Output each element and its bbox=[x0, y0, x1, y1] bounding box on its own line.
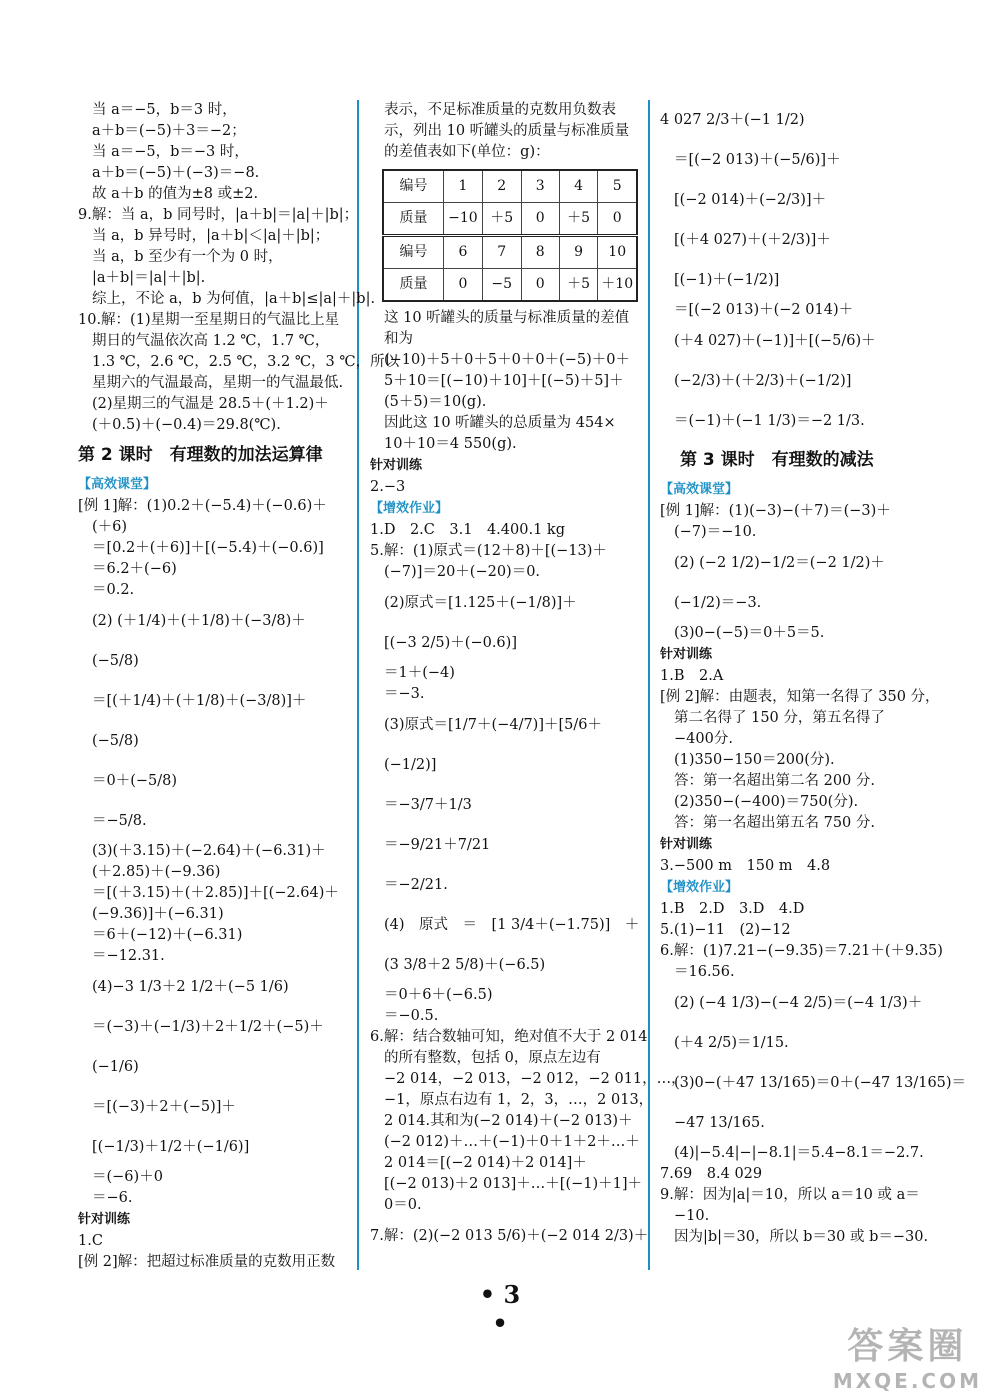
solution-line: (−7)]＝20＋(−20)＝0. bbox=[384, 564, 541, 580]
solution-line: 6.解：结合数轴可知，绝对值不大于 2 014 bbox=[370, 1029, 648, 1045]
solution-line: −2 014，−2 013，−2 012，−2 011，…， bbox=[384, 1071, 686, 1087]
solution-line: [(−2 013)＋2 013]＋…＋[(−1)＋1]＋ bbox=[384, 1176, 643, 1192]
solution-line: (2)原式＝[1.125＋(−1/8)]＋ bbox=[384, 595, 577, 611]
answer-line: 3.−500 m 150 m 4.8 bbox=[660, 858, 831, 874]
table-cell: 0 bbox=[444, 269, 483, 302]
solution-line: (−7)＝−10. bbox=[674, 524, 757, 540]
solution-line: (＋6) bbox=[92, 519, 128, 535]
text-line: 当 a，b 至少有一个为 0 时， bbox=[92, 249, 283, 265]
solution-line: ＝−0.5. bbox=[384, 1008, 439, 1024]
text-line: 这 10 听罐头的质量与标准质量的差值 bbox=[384, 310, 630, 326]
solution-line: 4 027 2/3＋(−1 1/2) bbox=[660, 112, 805, 128]
solution-line: 2 014＝[(−2 014)＋2 014]＋ bbox=[384, 1155, 587, 1171]
solution-line: ＝0＋(−5/8) bbox=[92, 773, 178, 789]
answer-line: 1.B 2.A bbox=[660, 668, 724, 684]
text-line: (2)星期三的气温是 28.5＋(＋1.2)＋ bbox=[92, 396, 329, 412]
table-cell: 7 bbox=[482, 236, 521, 269]
table-cell: 2 bbox=[482, 170, 521, 203]
text-line: 期日的气温依次高 1.2 ℃，1.7 ℃， bbox=[92, 333, 330, 349]
solution-line: 答：第一名超出第二名 200 分. bbox=[674, 773, 876, 789]
solution-line: (−9.36)]＋(−6.31) bbox=[92, 906, 224, 922]
solution-line: ＝(−1)＋(−1 1/3)＝−2 1/3. bbox=[674, 413, 865, 429]
table-cell: 8 bbox=[521, 236, 559, 269]
table-cell: ＋5 bbox=[482, 203, 521, 236]
solution-line: (＋4 027)＋(−1)]＋[(−5/6)＋ bbox=[674, 333, 876, 349]
text-line: 5＋10＝[(−10)＋10]＋[(−5)＋5]＋ bbox=[384, 373, 624, 389]
solution-line: (−1/2)] bbox=[384, 757, 437, 773]
solution-line: −400分. bbox=[674, 731, 733, 747]
solution-line: (−2/3)＋(＋2/3)＋(−1/2)] bbox=[674, 373, 852, 389]
solution-line: 因为|b|＝30，所以 b＝30 或 b＝−30. bbox=[674, 1229, 929, 1245]
answer-line: 7.69 8.4 029 bbox=[660, 1166, 763, 1182]
solution-line: ＝6＋(−12)＋(−6.31) bbox=[92, 927, 243, 943]
text-line: 的差值表如下(单位：g)： bbox=[384, 144, 550, 160]
solution-line: ＝−3. bbox=[384, 686, 425, 702]
solution-line: ＝[0.2＋(＋6)]＋[(−5.4)＋(−0.6)] bbox=[92, 540, 324, 556]
solution-line: [例 1]解：(1)(−3)−(＋7)＝(−3)＋ bbox=[660, 503, 891, 519]
lesson-title: 第 3 课时 有理数的减法 bbox=[680, 450, 874, 470]
solution-line: ＝0.2. bbox=[92, 582, 135, 598]
solution-line: 6.解：(1)7.21−(−9.35)＝7.21＋(＋9.35) bbox=[660, 943, 943, 959]
text-line: (5＋5)＝10(g). bbox=[384, 394, 487, 410]
solution-line: [(＋4 027)＋(＋2/3)]＋ bbox=[674, 232, 831, 248]
solution-line: ＝−9/21＋7/21 bbox=[384, 837, 491, 853]
table-cell: ＋5 bbox=[559, 203, 598, 236]
solution-line: −1，原点右边有 1，2，3，…，2 013， bbox=[384, 1092, 654, 1108]
solution-line: [例 1]解：(1)0.2＋(−5.4)＋(−0.6)＋ bbox=[78, 498, 327, 514]
answer-line: 1.D 2.C 3.1 4.400.1 kg bbox=[370, 522, 565, 538]
solution-line: ＝6.2＋(−6) bbox=[92, 561, 177, 577]
answer-line: 1.B 2.D 3.D 4.D bbox=[660, 901, 805, 917]
solution-line: [(−1)＋(−1/2)] bbox=[674, 272, 780, 288]
table-cell: −10 bbox=[444, 203, 483, 236]
solution-line: (2) (−2 1/2)−1/2＝(−2 1/2)＋ bbox=[674, 555, 885, 571]
section-heading: 【增效作业】 bbox=[370, 501, 449, 516]
solution-line: 的所有整数，包括 0，原点左边有 bbox=[384, 1050, 601, 1066]
solution-line: ＝16.56. bbox=[674, 964, 735, 980]
text-line: 10＋10＝4 550(g). bbox=[384, 436, 517, 452]
table-cell: 4 bbox=[559, 170, 598, 203]
lesson-title: 第 2 课时 有理数的加法运算律 bbox=[78, 445, 323, 465]
solution-line: (−5/8) bbox=[92, 653, 139, 669]
section-heading: 【增效作业】 bbox=[660, 880, 739, 895]
solution-line: (1)350−150＝200(分). bbox=[674, 752, 835, 768]
answer-line: 5.(1)−11 (2)−12 bbox=[660, 922, 791, 938]
column-divider-left bbox=[357, 100, 359, 1270]
solution-line: (3)(＋3.15)＋(−2.64)＋(−6.31)＋ bbox=[92, 843, 326, 859]
solution-line: (4) 原式 ＝ [1 3/4＋(−1.75)] ＋ bbox=[384, 917, 640, 933]
solution-line: −47 13/165. bbox=[674, 1115, 765, 1131]
answer-line: 1.C bbox=[78, 1233, 103, 1249]
solution-line: (2) (−4 1/3)−(−4 2/5)＝(−4 1/3)＋ bbox=[674, 995, 923, 1011]
solution-line: (3)0−(＋47 13/165)＝0＋(−47 13/165)＝ bbox=[674, 1075, 967, 1091]
table-cell: 0 bbox=[598, 203, 637, 236]
text-line: 因此这 10 听罐头的总质量为 454× bbox=[384, 415, 616, 431]
text-line: (−10)＋5＋0＋5＋0＋0＋(−5)＋0＋ bbox=[384, 352, 630, 368]
training-heading: 针对训练 bbox=[660, 837, 713, 852]
solution-line: −10. bbox=[674, 1208, 710, 1224]
table-header-cell: 质量 bbox=[383, 269, 444, 302]
text-line: (＋0.5)＋(−0.4)＝29.8(℃). bbox=[92, 417, 281, 433]
column-middle bbox=[370, 100, 686, 1256]
solution-line: ＝0＋6＋(−6.5) bbox=[384, 987, 493, 1003]
solution-line: (4)|−5.4|−|−8.1|＝5.4−8.1＝−2.7. bbox=[674, 1145, 924, 1161]
solution-line: ＝(−3)＋(−1/3)＋2＋1/2＋(−5)＋ bbox=[92, 1019, 324, 1035]
page-number: • 3 • bbox=[479, 1280, 521, 1338]
solution-line: (2) (＋1/4)＋(＋1/8)＋(−3/8)＋ bbox=[92, 613, 306, 629]
solution-line: 7.解：(2)(−2 013 5/6)＋(−2 014 2/3)＋ bbox=[370, 1228, 649, 1244]
solution-line: ＝[(−3)＋2＋(−5)]＋ bbox=[92, 1099, 236, 1115]
solution-line: ＝1＋(−4) bbox=[384, 665, 455, 681]
solution-line: (3)原式＝[1/7＋(−4/7)]＋[5/6＋ bbox=[384, 717, 602, 733]
solution-line: (2)350−(−400)＝750(分). bbox=[674, 794, 859, 810]
text-line: 示，列出 10 听罐头的质量与标准质量 bbox=[384, 123, 630, 139]
solution-line: (−1/2)＝−3. bbox=[674, 595, 762, 611]
table-cell: ＋5 bbox=[559, 269, 598, 302]
solution-line: 5.解：(1)原式＝(12＋8)＋[(−13)＋ bbox=[370, 543, 607, 559]
text-line: 10.解：(1)星期一至星期日的气温比上星 bbox=[78, 312, 340, 328]
solution-line: [例 2]解：把超过标准质量的克数用正数 bbox=[78, 1254, 336, 1270]
column-right bbox=[660, 100, 967, 1248]
solution-line: [例 2]解：由题表，知第一名得了 350 分， bbox=[660, 689, 940, 705]
text-line: 当 a＝−5，b＝−3 时， bbox=[92, 144, 249, 160]
table-cell: 6 bbox=[444, 236, 483, 269]
table-header-cell: 编号 bbox=[383, 170, 444, 203]
solution-line: ＝[(−2 013)＋(−2 014)＋ bbox=[674, 302, 854, 318]
solution-line: 答：第一名超出第五名 750 分. bbox=[674, 815, 876, 831]
table-cell: 10 bbox=[598, 236, 637, 269]
answer-line: 2.−3 bbox=[370, 479, 406, 495]
solution-line: 第二名得了 150 分，第五名得了 bbox=[674, 710, 885, 726]
table-row bbox=[383, 269, 637, 302]
table-cell: −5 bbox=[482, 269, 521, 302]
watermark-text: 答案圈 bbox=[847, 1326, 968, 1367]
solution-line: (−5/8) bbox=[92, 733, 139, 749]
text-line: 1.3 ℃，2.6 ℃，2.5 ℃，3.2 ℃，3 ℃，所以 bbox=[92, 354, 400, 370]
text-line: 9.解：当 a，b 同号时，|a＋b|＝|a|＋|b|； bbox=[78, 207, 359, 223]
solution-line: (＋4 2/5)＝1/15. bbox=[674, 1035, 789, 1051]
text-line: 星期六的气温最高，星期一的气温最低. bbox=[92, 375, 344, 391]
table-row bbox=[383, 203, 637, 236]
table-row bbox=[383, 236, 637, 269]
section-heading: 【高效课堂】 bbox=[78, 477, 157, 492]
text-line: 综上，不论 a，b 为何值，|a＋b|≤|a|＋|b|. bbox=[92, 291, 376, 307]
solution-line: ＝−12.31. bbox=[92, 948, 165, 964]
solution-line: ＝−3/7＋1/3 bbox=[384, 797, 472, 813]
table-cell: 3 bbox=[521, 170, 559, 203]
table-cell: 0 bbox=[521, 269, 559, 302]
solution-line: (3)0−(−5)＝0＋5＝5. bbox=[674, 625, 825, 641]
solution-line: ＝[(＋1/4)＋(＋1/8)＋(−3/8)]＋ bbox=[92, 693, 307, 709]
training-heading: 针对训练 bbox=[370, 458, 423, 473]
solution-line: ＝−2/21. bbox=[384, 877, 448, 893]
solution-line: ＝[(−2 013)＋(−5/6)]＋ bbox=[674, 152, 841, 168]
solution-line: 0＝0. bbox=[384, 1197, 422, 1213]
solution-line: (＋2.85)＋(−9.36) bbox=[92, 864, 221, 880]
solution-line: [(−3 2/5)＋(−0.6)] bbox=[384, 635, 517, 651]
table-row bbox=[383, 170, 637, 203]
table-cell: 5 bbox=[598, 170, 637, 203]
solution-line: (−1/6) bbox=[92, 1059, 139, 1075]
section-heading: 【高效课堂】 bbox=[660, 482, 739, 497]
table-cell: 9 bbox=[559, 236, 598, 269]
solution-line: ＝−6. bbox=[92, 1190, 133, 1206]
solution-line: 2 014.其和为(−2 014)＋(−2 013)＋ bbox=[384, 1113, 633, 1129]
solution-line: ＝(−6)＋0 bbox=[92, 1169, 163, 1185]
table-cell: ＋10 bbox=[598, 269, 637, 302]
mass-difference-table bbox=[382, 169, 638, 302]
solution-line: [(−2 014)＋(−2/3)]＋ bbox=[674, 192, 827, 208]
solution-line: (4)−3 1/3＋2 1/2＋(−5 1/6) bbox=[92, 979, 289, 995]
table-header-cell: 质量 bbox=[383, 203, 444, 236]
watermark-url: MXQE.COM bbox=[832, 1369, 982, 1393]
table-header-cell: 编号 bbox=[383, 236, 444, 269]
solution-line: [(−1/3)＋1/2＋(−1/6)] bbox=[92, 1139, 250, 1155]
solution-line: ＝−5/8. bbox=[92, 813, 147, 829]
text-line: a＋b＝(−5)＋3＝−2； bbox=[92, 123, 246, 139]
text-line: 当 a，b 异号时，|a＋b|＜|a|＋|b|； bbox=[92, 228, 330, 244]
text-line: |a＋b|＝|a|＋|b|. bbox=[92, 270, 206, 286]
table-cell: 0 bbox=[521, 203, 559, 236]
text-line: a＋b＝(−5)＋(−3)＝−8. bbox=[92, 165, 260, 181]
solution-line: (−2 012)＋…＋(−1)＋0＋1＋2＋…＋ bbox=[384, 1134, 640, 1150]
training-heading: 针对训练 bbox=[78, 1212, 131, 1227]
table-cell: 1 bbox=[444, 170, 483, 203]
solution-line: (3 3/8＋2 5/8)＋(−6.5) bbox=[384, 957, 546, 973]
watermark-logo bbox=[833, 1318, 982, 1393]
text-line: 当 a＝−5，b＝3 时， bbox=[92, 102, 237, 118]
solution-line: 9.解：因为|a|＝10，所以 a＝10 或 a＝ bbox=[660, 1187, 920, 1203]
text-line: 和为 bbox=[384, 331, 413, 347]
solution-line: ＝[(＋3.15)＋(＋2.85)]＋[(−2.64)＋ bbox=[92, 885, 339, 901]
text-line: 表示，不足标准质量的克数用负数表 bbox=[384, 102, 616, 118]
text-line: 故 a＋b 的值为±8 或±2. bbox=[92, 186, 259, 202]
training-heading: 针对训练 bbox=[660, 647, 713, 662]
